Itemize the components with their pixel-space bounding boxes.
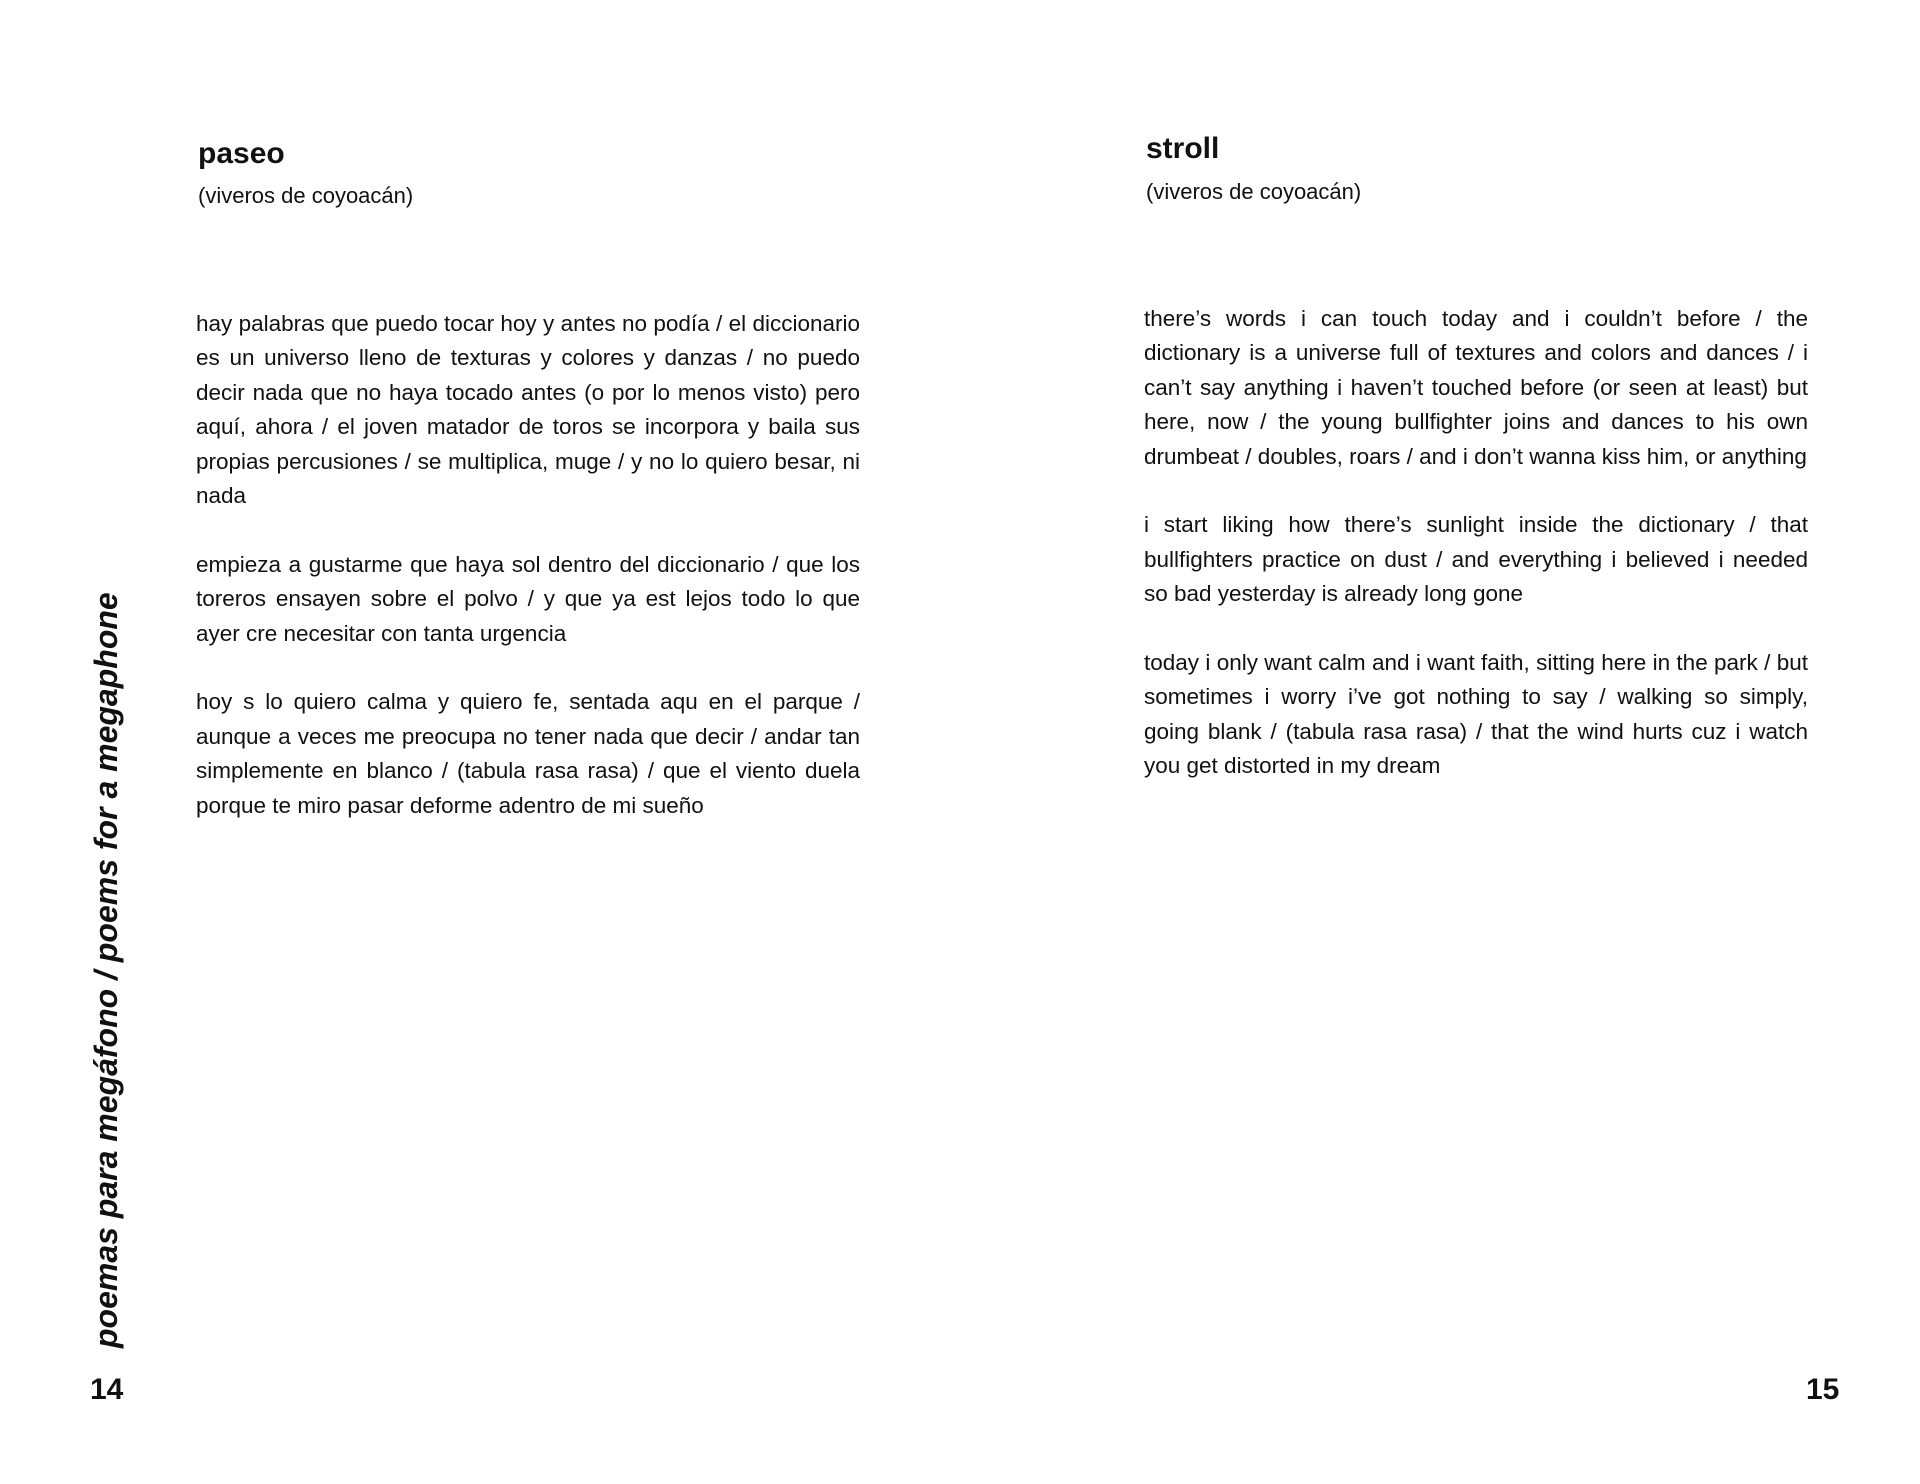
poem-title-spanish: paseo [198, 137, 285, 170]
page-number-right: 15 [1806, 1373, 1840, 1406]
book-title-spine: poemas para megáfono / poems for a megaphone [88, 592, 124, 1348]
stanza: hay palabras que puedo tocar hoy y antes no podía / el diccionario es un universo lleno de texturas y colores y danzas / no puedo decir nada que no haya tocado antes (o por lo menos visto) pero aquí, ahora / el joven matador de toros se incorpora y baila sus propias percusiones / se multiplica, muge / y no lo quiero besar, ni nada [196, 311, 860, 509]
page-number-left: 14 [90, 1373, 124, 1406]
stanza: empieza a gustarme que haya sol dentro del diccionario / que los toreros ensayen sobre el polvo / y que ya est lejos todo lo que ayer cre necesitar con tanta urgencia [196, 551, 860, 646]
stanza: hoy s lo quiero calma y quiero fe, sentada aqu en el parque / aunque a veces me preocupa no tener nada que decir / andar tan simplemente en blanco / (tabula rasa rasa) / que el viento duela porque te miro pasar deforme adentro de mi sueño [196, 689, 860, 818]
poem-subtitle-english: (viveros de coyoacán) [1146, 179, 1362, 204]
poem-body-english [1144, 302, 1808, 784]
stanza: i start liking how there’s sunlight inside the dictionary / that bullfighters practice on dust / and everything i believed i needed so bad yesterday is already long gone [1144, 512, 1808, 607]
poem-body-spanish [196, 307, 860, 823]
poem-title-english: stroll [1146, 132, 1220, 165]
right-page [960, 0, 1920, 1484]
stanza: there’s words i can touch today and i couldn’t before / the dictionary is a universe full of textures and colors and dances / i can’t say anything i haven’t touched before (or seen at least) but here, now / the young bullfighter joins and dances to his own drumbeat / doubles, roars / and i don’t wanna kiss him, or anything [1144, 306, 1808, 469]
stanza: today i only want calm and i want faith, sitting here in the park / but sometimes i worry i’ve got nothing to say / walking so simply, going blank / (tabula rasa rasa) / that the wind hurts cuz i watch you get distorted in my dream [1144, 650, 1808, 779]
poem-subtitle-spanish: (viveros de coyoacán) [198, 183, 414, 208]
